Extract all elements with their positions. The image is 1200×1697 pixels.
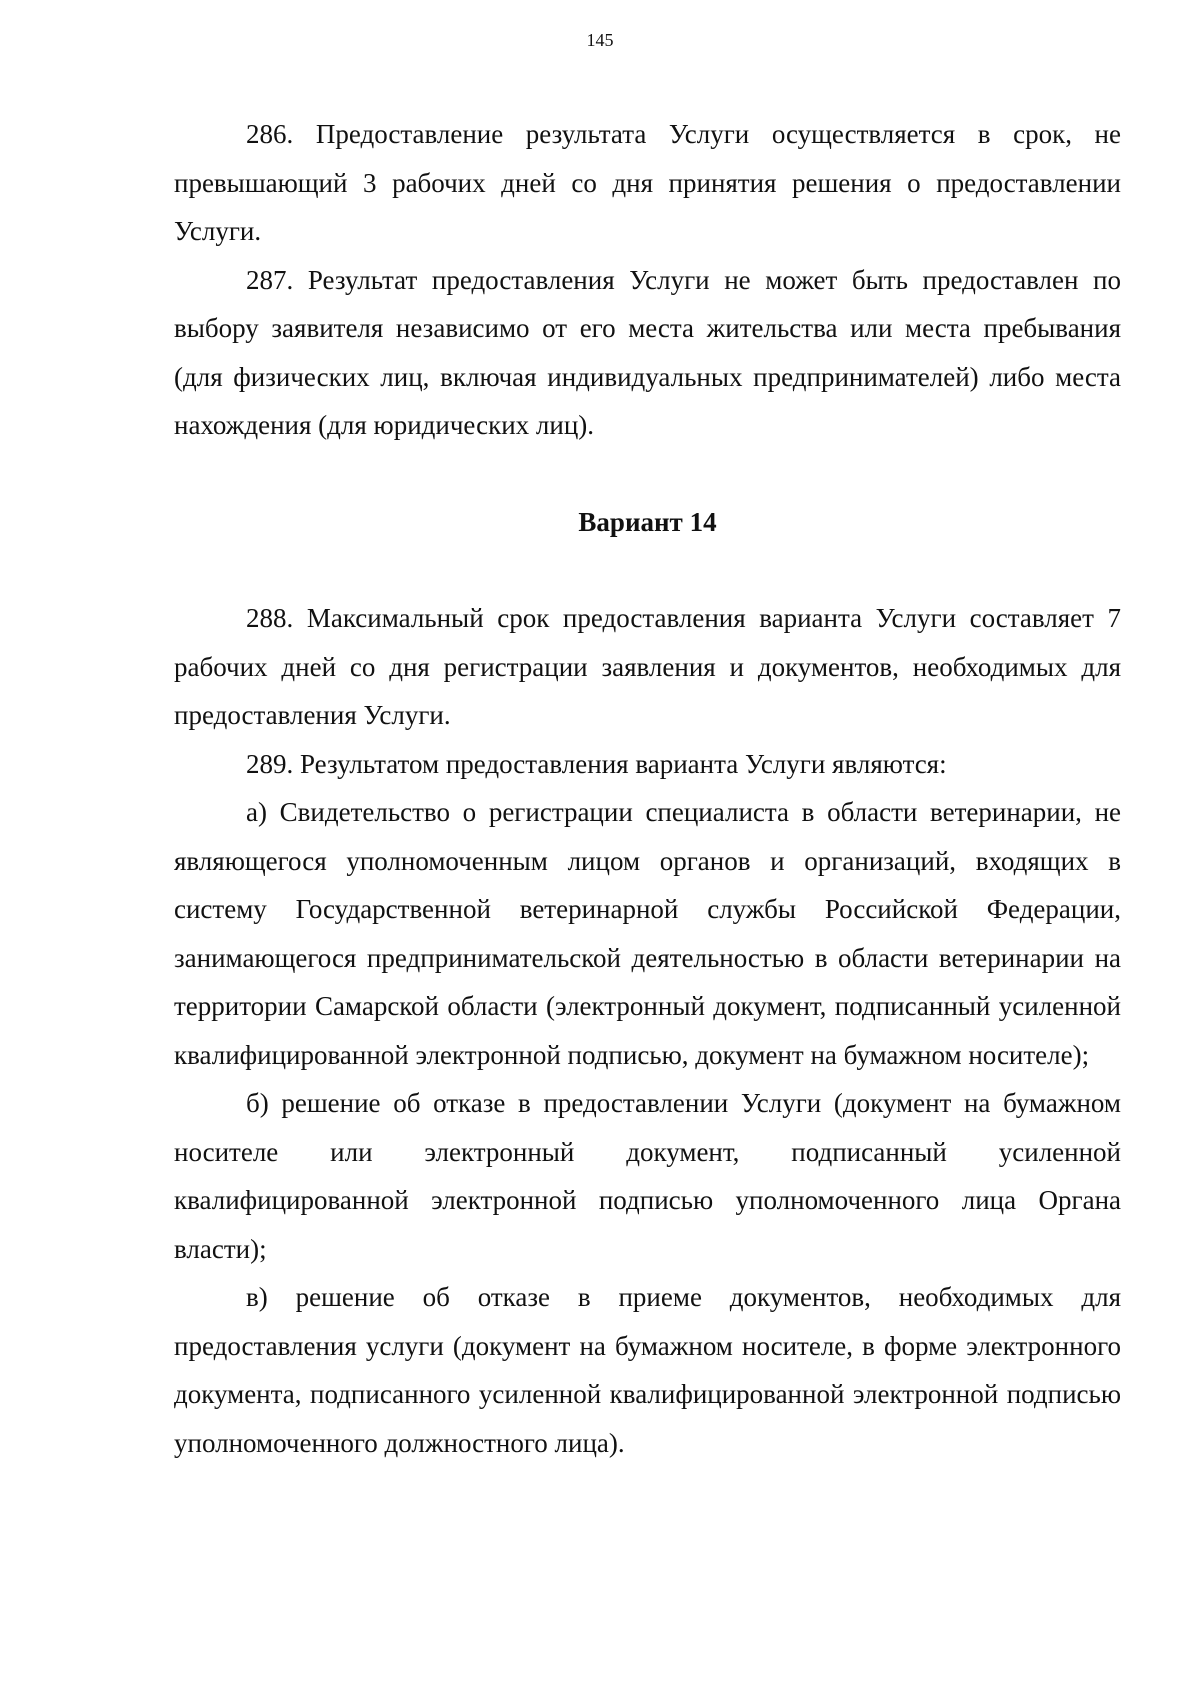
- paragraph-287: 287. Результат предоставления Услуги не может быть предоставлен по выбору заявителя независимо от его места жительства или места пребывания (для физических лиц, включая индивидуальных предпринимателей) либо места нахождения (для юридических лиц).: [174, 264, 1121, 440]
- list-item-a: а) Свидетельство о регистрации специалиста в области ветеринарии, не являющегося уполномоченным лицом органов и организаций, входящих в систему Государственной ветеринарной службы Российской Федерации, занимающегося предпринимательской деятельностью в области ветеринарии на территории Самарской области (электронный документ, подписанный усиленной квалифицированной электронной подписью, документ на бумажном носителе);: [174, 797, 1121, 1070]
- document-body: [174, 110, 1121, 1467]
- spacer: [174, 450, 1121, 498]
- paragraph-289: 289. Результатом предоставления варианта Услуги являются:: [246, 748, 947, 779]
- spacer: [174, 546, 1121, 594]
- page-number: 145: [586, 30, 614, 50]
- paragraph-286: 286. Предоставление результата Услуги осуществляется в срок, не превышающий 3 рабочих дней со дня принятия решения о предоставлении Услуги.: [174, 119, 1121, 246]
- list-item-b: б) решение об отказе в предоставлении Услуги (документ на бумажном носителе или электронный документ, подписанный усиленной квалифицированной электронной подписью уполномоченного лица Органа власти);: [174, 1088, 1121, 1264]
- paragraph-288: 288. Максимальный срок предоставления варианта Услуги составляет 7 рабочих дней со дня регистрации заявления и документов, необходимых для предоставления Услуги.: [174, 603, 1121, 730]
- list-item-v: в) решение об отказе в приеме документов, необходимых для предоставления услуги (документ на бумажном носителе, в форме электронного документа, подписанного усиленной квалифицированной электронной подписью уполномоченного должностного лица).: [174, 1282, 1121, 1458]
- section-heading: Вариант 14: [578, 506, 717, 537]
